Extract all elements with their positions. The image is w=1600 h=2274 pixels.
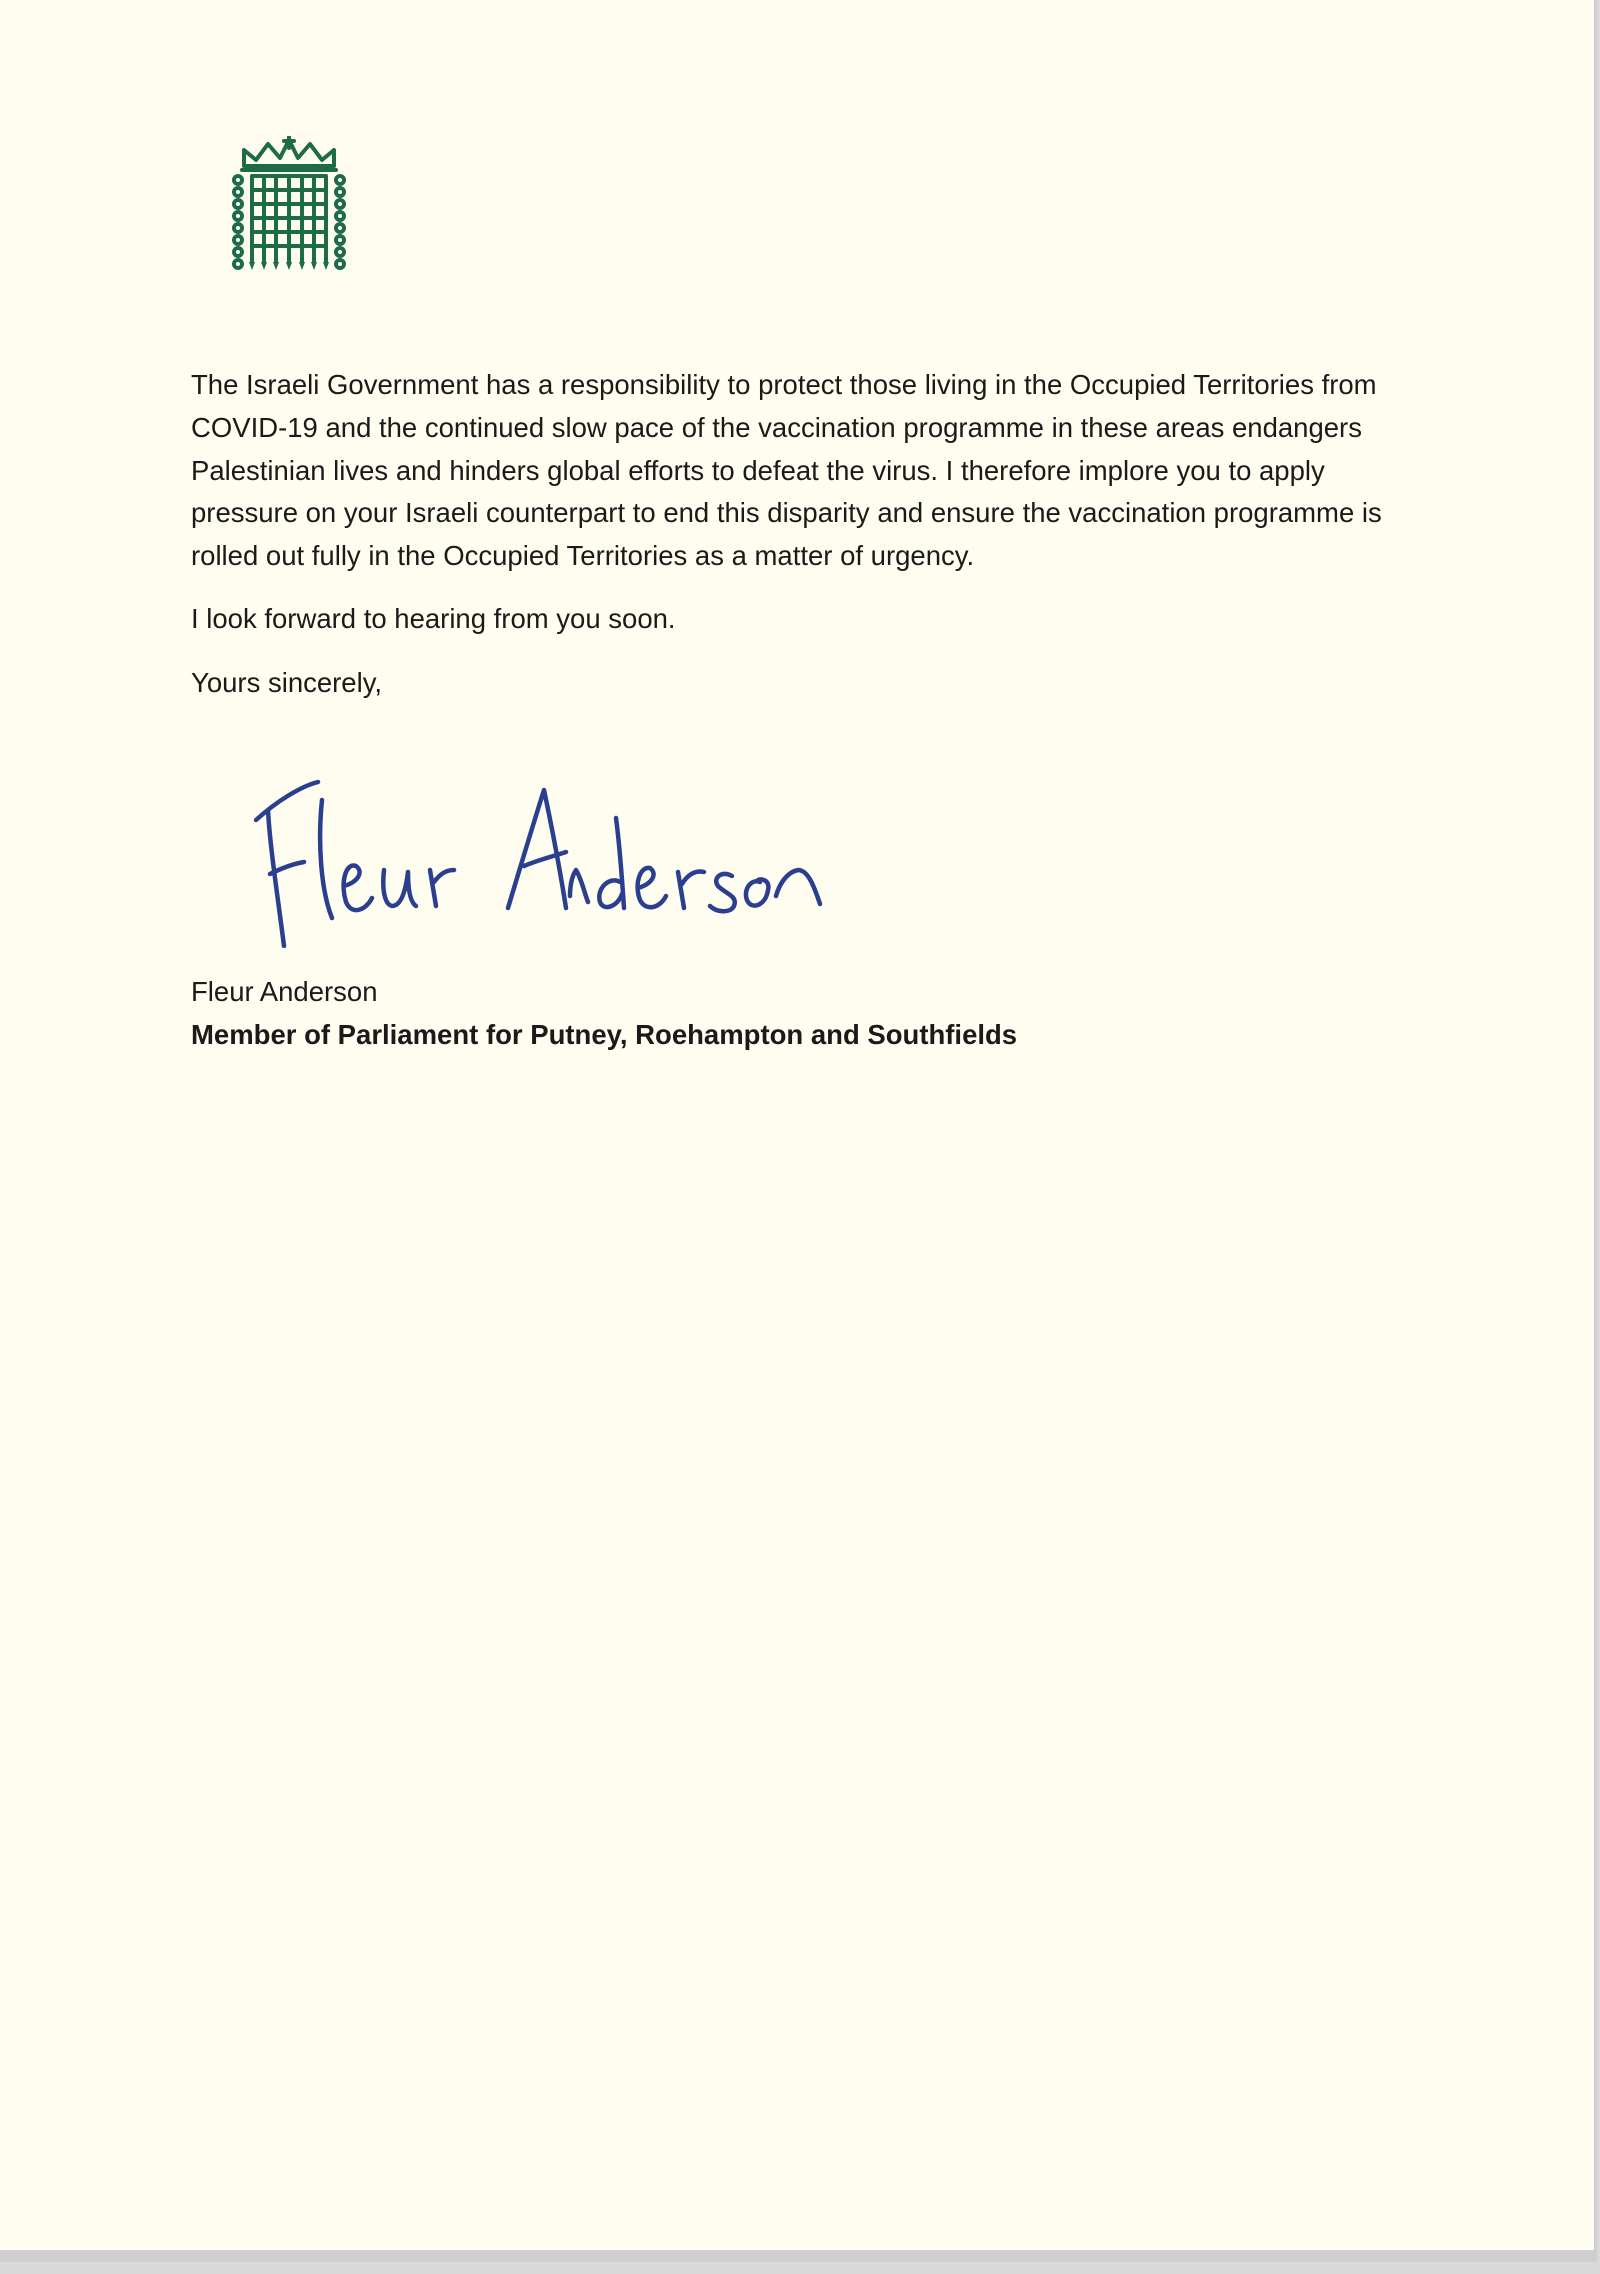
letter-body — [191, 364, 1441, 705]
signer-role: Member of Parliament for Putney, Roehampton and Southfields — [191, 1019, 1018, 1050]
handwritten-signature — [248, 778, 868, 948]
closing-remark: I look forward to hearing from you soon. — [191, 602, 676, 634]
valediction: Yours sincerely, — [191, 666, 383, 698]
body-paragraph: The Israeli Government has a responsibility to protect those living in the Occupied Territories from COVID-19 and the continued slow pace of the vaccination programme in these areas endangers Palestinian lives and hinders global efforts to defeat the virus. I therefore implore you to apply pressure on your Israeli counterpart to end this disparity and ensure the vaccination programme is rolled out fully in the Occupied Territories as a matter of urgency. — [191, 369, 1382, 572]
signer-name: Fleur Anderson — [191, 976, 378, 1007]
portcullis-icon — [230, 136, 348, 270]
signer-block — [191, 970, 1017, 1056]
